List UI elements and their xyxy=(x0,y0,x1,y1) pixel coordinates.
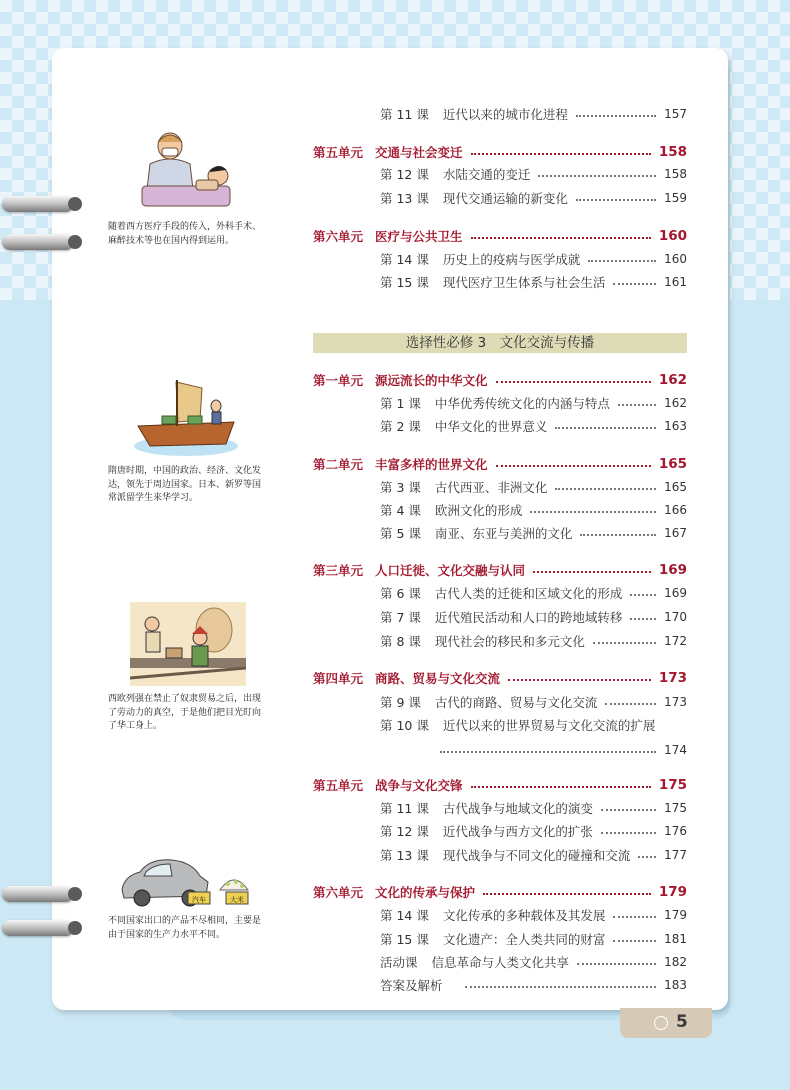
toc-entry-label: 第 4 课 xyxy=(380,503,421,518)
toc-entry-label: 第 1 课 xyxy=(380,396,421,411)
toc-lesson-row[interactable] xyxy=(380,271,687,293)
toc-unit-row[interactable] xyxy=(313,774,687,796)
toc-entry-label: 第 11 课 xyxy=(380,801,429,816)
toc-lesson-row[interactable] xyxy=(380,691,687,713)
toc-entry-name: 人口迁徙、文化交融与认同 xyxy=(375,563,526,578)
leader-dots xyxy=(440,751,656,753)
toc-entry-label: 活动课 xyxy=(380,955,418,970)
toc-unit-row[interactable] xyxy=(313,559,687,581)
toc-lesson-row[interactable] xyxy=(380,820,687,842)
toc-entry-label: 答案及解析 xyxy=(380,978,443,993)
leader-dots xyxy=(555,488,656,490)
leader-dots xyxy=(483,893,651,895)
ring-hole xyxy=(68,921,82,935)
toc-entry-name: 古代人类的迁徙和区域文化的形成 xyxy=(434,586,623,601)
toc-lesson-row[interactable] xyxy=(380,904,687,926)
toc-entry-name: 古代西亚、非洲文化 xyxy=(434,480,548,495)
toc-entry-label: 第 14 课 xyxy=(380,908,429,923)
toc-lesson-row[interactable] xyxy=(380,714,687,736)
toc-lesson-row[interactable] xyxy=(380,928,687,950)
toc-unit-row[interactable] xyxy=(313,369,687,391)
toc-page-number: 158 xyxy=(664,167,687,181)
toc-entry-title xyxy=(380,608,622,626)
leader-dots xyxy=(630,594,656,596)
toc-lesson-row[interactable] xyxy=(380,415,687,437)
toc-lesson-row[interactable] xyxy=(380,392,687,414)
toc-entry-title xyxy=(313,371,488,389)
toc-lesson-row[interactable] xyxy=(380,606,687,628)
caption-labor: 西欧列强在禁止了奴隶贸易之后，出现了劳动力的真空，于是他们把目光盯向了华工身上。 xyxy=(108,694,262,731)
toc-entry-label: 第五单元 xyxy=(313,778,364,793)
leader-dots xyxy=(465,986,657,988)
leader-dots xyxy=(588,260,656,262)
leader-dots xyxy=(577,963,656,965)
toc-entry-name: 水陆交通的变迁 xyxy=(442,167,531,182)
toc-entry-name: 文化传承的多种载体及其发展 xyxy=(442,908,606,923)
toc-entry-label: 第 3 课 xyxy=(380,480,421,495)
toc-unit-row[interactable] xyxy=(313,141,687,163)
toc-entry-label: 第 13 课 xyxy=(380,191,429,206)
toc-entry-title xyxy=(380,478,547,496)
toc-page-number: 181 xyxy=(664,932,687,946)
toc-page-number: 176 xyxy=(664,824,687,838)
caption-car: 不同国家出口的产品不尽相同，主要是由于国家的生产力水平不同。 xyxy=(108,916,262,940)
toc-lesson-row[interactable] xyxy=(380,844,687,866)
toc-page-number: 173 xyxy=(658,670,687,686)
leader-dots xyxy=(533,571,651,573)
toc-page-number: 182 xyxy=(664,955,687,969)
toc-entry-label: 第二单元 xyxy=(313,457,364,472)
leader-dots xyxy=(471,237,651,239)
toc-entry-label: 第六单元 xyxy=(313,885,364,900)
labor-illustration xyxy=(130,602,246,686)
toc-page-number: 172 xyxy=(664,634,687,648)
toc-entry-label: 第 13 课 xyxy=(380,848,429,863)
toc-entry-title xyxy=(380,846,630,864)
toc-page-number: 157 xyxy=(664,107,687,121)
toc-lesson-row[interactable] xyxy=(380,163,687,185)
leader-dots xyxy=(580,534,656,536)
toc-lesson-row[interactable] xyxy=(380,476,687,498)
binder-ring xyxy=(2,920,74,936)
toc-lesson-row[interactable] xyxy=(380,797,687,819)
leader-dots xyxy=(630,618,656,620)
toc-entry-label: 第五单元 xyxy=(313,145,364,160)
toc-entry-label: 第 15 课 xyxy=(380,275,429,290)
toc-entry-title xyxy=(380,930,605,948)
toc-entry-label: 第 2 课 xyxy=(380,419,421,434)
toc-entry-name: 信息革命与人类文化共享 xyxy=(431,955,570,970)
binder-ring xyxy=(2,886,74,902)
leader-dots xyxy=(576,115,656,117)
leader-dots xyxy=(538,175,656,177)
smile-icon xyxy=(654,1016,668,1030)
toc-entry-name: 近代以来的城市化进程 xyxy=(442,107,568,122)
toc-lesson-row-continued[interactable] xyxy=(440,739,687,761)
toc-entry-title xyxy=(380,693,597,711)
toc-entry-name: 古代战争与地域文化的演变 xyxy=(442,801,593,816)
toc-page-number: 169 xyxy=(664,586,687,600)
car-illustration xyxy=(116,850,256,912)
leader-dots xyxy=(471,786,651,788)
toc-page-number: 173 xyxy=(664,695,687,709)
toc-page-number: 183 xyxy=(664,978,687,992)
toc-entry-name: 文化遗产：全人类共同的财富 xyxy=(442,932,606,947)
leader-dots xyxy=(601,809,656,811)
toc-entry-name: 南亚、东亚与美洲的文化 xyxy=(434,526,573,541)
toc-page-number: 165 xyxy=(658,456,687,472)
toc-lesson-row[interactable] xyxy=(380,103,687,125)
toc-entry-name: 交通与社会变迁 xyxy=(375,145,463,160)
toc-page-number: 174 xyxy=(664,743,687,757)
toc-entry-label: 第 12 课 xyxy=(380,167,429,182)
toc-page-number: 175 xyxy=(658,777,687,793)
toc-entry-label: 第 6 课 xyxy=(380,586,421,601)
toc-entry-title xyxy=(313,455,488,473)
leader-dots xyxy=(601,832,656,834)
ring-hole xyxy=(68,197,82,211)
book-banner: 选择性必修 3 文化交流与传播 xyxy=(313,333,687,353)
ring-hole xyxy=(68,887,82,901)
page-number: 5 xyxy=(676,1012,688,1032)
toc-lesson-row[interactable] xyxy=(380,974,687,996)
toc-entry-title xyxy=(380,501,522,519)
toc-entry-title xyxy=(380,105,568,123)
toc-entry-name: 近代以来的世界贸易与文化交流的扩展 xyxy=(442,718,656,733)
car-tag: 汽车 xyxy=(192,896,206,904)
toc-lesson-row[interactable] xyxy=(380,951,687,973)
leader-dots xyxy=(508,679,651,681)
toc-entry-label: 第 15 课 xyxy=(380,932,429,947)
leader-dots xyxy=(530,511,656,513)
toc-lesson-row[interactable] xyxy=(380,187,687,209)
toc-entry-title xyxy=(380,165,530,183)
toc-page-number: 179 xyxy=(664,908,687,922)
leader-dots xyxy=(496,381,651,383)
toc-page-number: 158 xyxy=(658,144,687,160)
toc-page-number: 166 xyxy=(664,503,687,517)
toc-entry-label: 第 9 课 xyxy=(380,695,421,710)
toc-unit-row[interactable] xyxy=(313,881,687,903)
toc-entry-name: 源远流长的中华文化 xyxy=(375,373,488,388)
ring-hole xyxy=(68,235,82,249)
toc-entry-name: 欧洲文化的形成 xyxy=(434,503,523,518)
binder-ring xyxy=(2,196,74,212)
toc-entry-name: 医疗与公共卫生 xyxy=(375,229,463,244)
toc-page-number: 179 xyxy=(658,884,687,900)
toc-entry-label: 第六单元 xyxy=(313,229,364,244)
toc-entry-label: 第 12 课 xyxy=(380,824,429,839)
toc-page-number: 160 xyxy=(658,228,687,244)
toc-entry-label: 第 14 课 xyxy=(380,252,429,267)
toc-unit-row[interactable] xyxy=(313,453,687,475)
leader-dots xyxy=(613,283,656,285)
toc-entry-label: 第三单元 xyxy=(313,563,364,578)
toc-entry-title xyxy=(380,189,568,207)
toc-entry-name: 古代的商路、贸易与文化交流 xyxy=(434,695,598,710)
toc-entry-label: 第一单元 xyxy=(313,373,364,388)
toc-entry-title xyxy=(313,883,475,901)
rice-tag: 大米 xyxy=(230,896,244,904)
toc-entry-title xyxy=(380,976,457,994)
binder-ring xyxy=(2,234,74,250)
toc-entry-title xyxy=(380,906,605,924)
toc-page-number: 177 xyxy=(664,848,687,862)
toc-page-number: 167 xyxy=(664,526,687,540)
toc-page-number: 175 xyxy=(664,801,687,815)
leader-dots xyxy=(618,404,656,406)
toc-lesson-row[interactable] xyxy=(380,582,687,604)
toc-entry-title xyxy=(380,394,610,412)
leader-dots xyxy=(555,427,656,429)
toc-entry-label: 第四单元 xyxy=(313,671,364,686)
caption-medical: 随着西方医疗手段的传入，外科手术、麻醉技术等也在国内得到运用。 xyxy=(108,222,262,246)
toc-entry-name: 现代交通运输的新变化 xyxy=(442,191,568,206)
toc-entry-name: 现代战争与不同文化的碰撞和交流 xyxy=(442,848,631,863)
toc-entry-title xyxy=(380,417,547,435)
toc-entry-label: 第 5 课 xyxy=(380,526,421,541)
toc-entry-label: 第 10 课 xyxy=(380,718,429,733)
toc-entry-title xyxy=(380,799,593,817)
toc-entry-name: 文化的传承与保护 xyxy=(375,885,476,900)
toc-entry-name: 中华优秀传统文化的内涵与特点 xyxy=(434,396,610,411)
toc-entry-title xyxy=(380,524,572,542)
caption-ship: 隋唐时期，中国的政治、经济、文化发达，领先于周边国家。日本、新罗等国常派留学生来华学习。 xyxy=(108,466,262,503)
leader-dots xyxy=(613,940,656,942)
toc-lesson-row[interactable] xyxy=(380,630,687,652)
toc-page-number: 162 xyxy=(658,372,687,388)
toc-entry-title xyxy=(380,953,569,971)
toc-entry-name: 商路、贸易与文化交流 xyxy=(375,671,501,686)
toc-entry-title xyxy=(380,822,593,840)
toc-lesson-row[interactable] xyxy=(380,522,687,544)
toc-entry-name: 中华文化的世界意义 xyxy=(434,419,548,434)
toc-entry-title xyxy=(313,227,463,245)
toc-entry-title xyxy=(313,669,500,687)
toc-entry-title xyxy=(380,273,605,291)
toc-page-number: 163 xyxy=(664,419,687,433)
leader-dots xyxy=(638,856,656,858)
toc-entry-label: 第 11 课 xyxy=(380,107,429,122)
leader-dots xyxy=(593,642,656,644)
toc-entry-title xyxy=(313,776,463,794)
toc-lesson-row[interactable] xyxy=(380,248,687,270)
toc-lesson-row[interactable] xyxy=(380,499,687,521)
toc-entry-name: 历史上的疫病与医学成就 xyxy=(442,252,581,267)
toc-page-number: 169 xyxy=(658,562,687,578)
toc-entry-name: 现代医疗卫生体系与社会生活 xyxy=(442,275,606,290)
toc-entry-title xyxy=(380,584,622,602)
ship-illustration xyxy=(130,376,242,458)
page-number-tab xyxy=(620,1008,712,1038)
toc-page-number: 162 xyxy=(664,396,687,410)
toc-entry-title xyxy=(380,250,580,268)
leader-dots xyxy=(471,153,651,155)
toc-entry-label: 第 7 课 xyxy=(380,610,421,625)
toc-entry-title xyxy=(313,561,525,579)
toc-entry-title xyxy=(380,716,655,734)
toc-entry-name: 近代战争与西方文化的扩张 xyxy=(442,824,593,839)
leader-dots xyxy=(613,916,656,918)
toc-entry-name: 战争与文化交锋 xyxy=(375,778,463,793)
toc-page-number: 160 xyxy=(664,252,687,266)
toc-page-number: 161 xyxy=(664,275,687,289)
toc-entry-name: 近代殖民活动和人口的跨地域转移 xyxy=(434,610,623,625)
toc-unit-row[interactable] xyxy=(313,667,687,689)
toc-entry-title xyxy=(313,143,463,161)
toc-entry-label: 第 8 课 xyxy=(380,634,421,649)
medical-illustration xyxy=(126,128,246,214)
toc-page-number: 159 xyxy=(664,191,687,205)
toc-page-number: 170 xyxy=(664,610,687,624)
toc-entry-title xyxy=(380,632,585,650)
toc-entry-name: 丰富多样的世界文化 xyxy=(375,457,488,472)
toc-entry-name: 现代社会的移民和多元文化 xyxy=(434,634,585,649)
leader-dots xyxy=(576,199,656,201)
leader-dots xyxy=(496,465,651,467)
leader-dots xyxy=(605,703,656,705)
toc-unit-row[interactable] xyxy=(313,225,687,247)
toc-page-number: 165 xyxy=(664,480,687,494)
